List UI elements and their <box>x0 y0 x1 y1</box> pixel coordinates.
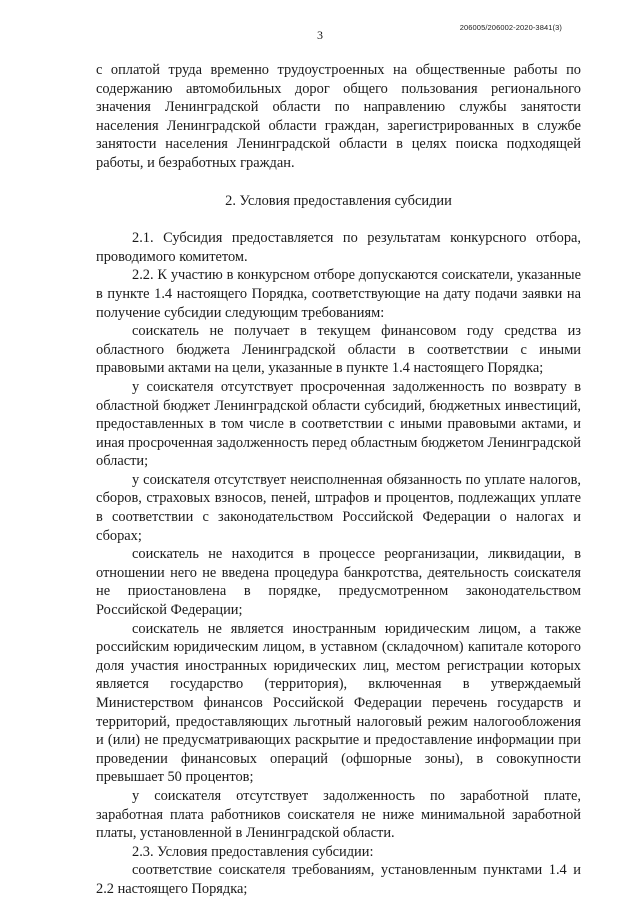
requirement-no-wage-debt: у соискателя отсутствует задолженность по заработной плате, заработная плата работников соискателя не ниже минимальной заработной платы, установленной в Ленинградской области. <box>96 787 581 842</box>
clause-2-2: 2.2. К участию в конкурсном отборе допускаются соискатели, указанные в пункте 1.4 настоящего Порядка, соответствующие на дату подачи заявки на получение субсидии следующим требованиям: <box>96 267 581 321</box>
clause-2-3: 2.3. Условия предоставления субсидии: <box>132 843 374 860</box>
clause-2-1: 2.1. Субсидия предоставляется по результатам конкурсного отбора, проводимого комитетом. <box>96 230 581 265</box>
condition-compliance: соответствие соискателя требованиям, установленным пунктами 1.4 и 2.2 настоящего Порядка; <box>96 862 581 897</box>
requirement-no-overdue-debt: у соискателя отсутствует просроченная задолженность по возврату в областной бюджет Ленинградской области субсидий, бюджетных инвестиций, предоставленных в том числе в соответствии с иными правовыми актами, и иная просроченная задолженность перед областным бюджетом Ленинградской области; <box>96 378 581 470</box>
section-heading: 2. Условия предоставления субсидии <box>225 192 452 209</box>
requirement-no-tax-debt: у соискателя отсутствует неисполненная обязанность по уплате налогов, сборов, страховых взносов, пеней, штрафов и процентов, подлежащих уплате в соответствии с законодательством Российской Федерации о налогах и сборах; <box>96 471 581 544</box>
requirement-not-in-liquidation: соискатель не находится в процессе реорганизации, ликвидации, в отношении него не введена процедура банкротства, деятельность соискателя не приостановлена в порядке, предусмотренном законодательством Российской Федерации; <box>96 546 581 619</box>
document-code: 206005/206002-2020-3841(3) <box>459 23 562 32</box>
requirement-not-foreign-entity: соискатель не является иностранным юридическим лицом, а также российским юридическим лицом, в уставном (складочном) капитале которого доля участия иностранных юридических лиц, местом регистрации которых является государство (территория), включенная в утверждаемый Министерством финансов Российской Федерации перечень государств и территорий, предоставляющих льготный налоговый режим налогообложения и (или) не предусматривающих раскрытие и предоставление информации при проведении финансовых операций (офшорные зоны), в совокупности превышает 50 процентов; <box>96 620 581 786</box>
document-body <box>96 61 581 899</box>
intro-paragraph: с оплатой труда временно трудоустроенных на общественные работы по содержанию автомобильных дорог общего пользования регионального значения Ленинградской области по направлению службы занятости населения Ленинградской области граждан, зарегистрированных в службе занятости населения Ленинградской области в целях поиска подходящей работы, и безработных граждан. <box>96 62 581 171</box>
page-number: 3 <box>317 28 323 42</box>
requirement-no-budget-funds: соискатель не получает в текущем финансовом году средства из областного бюджета Ленинградской области в соответствии с иными правовыми актами на цели, указанные в пункте 1.4 настоящего Порядка; <box>96 323 581 377</box>
